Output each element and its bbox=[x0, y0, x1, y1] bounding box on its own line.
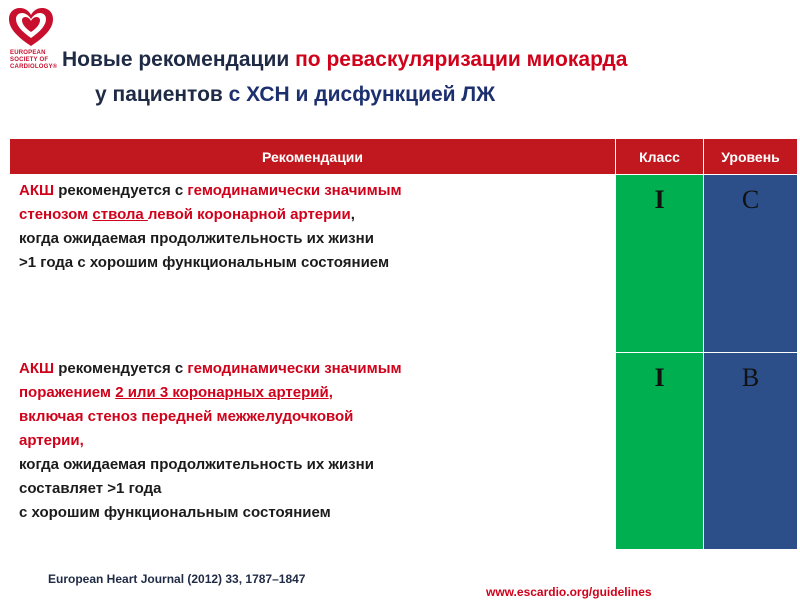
esc-logo bbox=[6, 6, 56, 92]
recommendation-text: АКШ рекомендуется с гемодинамически значимым поражением 2 или 3 коронарных артерий, включая стеноз передней межжелудочковой артерии, когда ожидаемая продолжительность их жизни составляет >1 года с хорошим функциональным состоянием bbox=[10, 353, 616, 550]
guidelines-link[interactable]: www.escardio.org/guidelines bbox=[486, 585, 652, 599]
class-cell: I bbox=[616, 353, 704, 550]
header-class: Класс bbox=[616, 139, 704, 175]
level-cell: B bbox=[704, 353, 798, 550]
table-header-row bbox=[10, 139, 798, 175]
journal-reference: European Heart Journal (2012) 33, 1787–1847 bbox=[48, 572, 306, 586]
logo-text: EUROPEAN SOCIETY OF CARDIOLOGY® bbox=[10, 50, 58, 70]
title-line-1: Новые рекомендации по реваскуляризации миокарда bbox=[62, 48, 628, 71]
table-row bbox=[10, 353, 798, 550]
header-recommendation: Рекомендации bbox=[10, 139, 616, 175]
class-cell: I bbox=[616, 175, 704, 353]
recommendation-text: АКШ рекомендуется с гемодинамически значимым стенозом ствола левой коронарной артерии, когда ожидаемая продолжительность их жизни >1 года с хорошим функциональным состоянием bbox=[10, 175, 616, 353]
recommendations-table bbox=[9, 138, 798, 550]
heart-logo-icon bbox=[6, 6, 56, 50]
level-cell: C bbox=[704, 175, 798, 353]
table-row bbox=[10, 175, 798, 353]
header-level: Уровень bbox=[704, 139, 798, 175]
title-line-2: у пациентов с ХСН и дисфункцией ЛЖ bbox=[95, 83, 496, 106]
